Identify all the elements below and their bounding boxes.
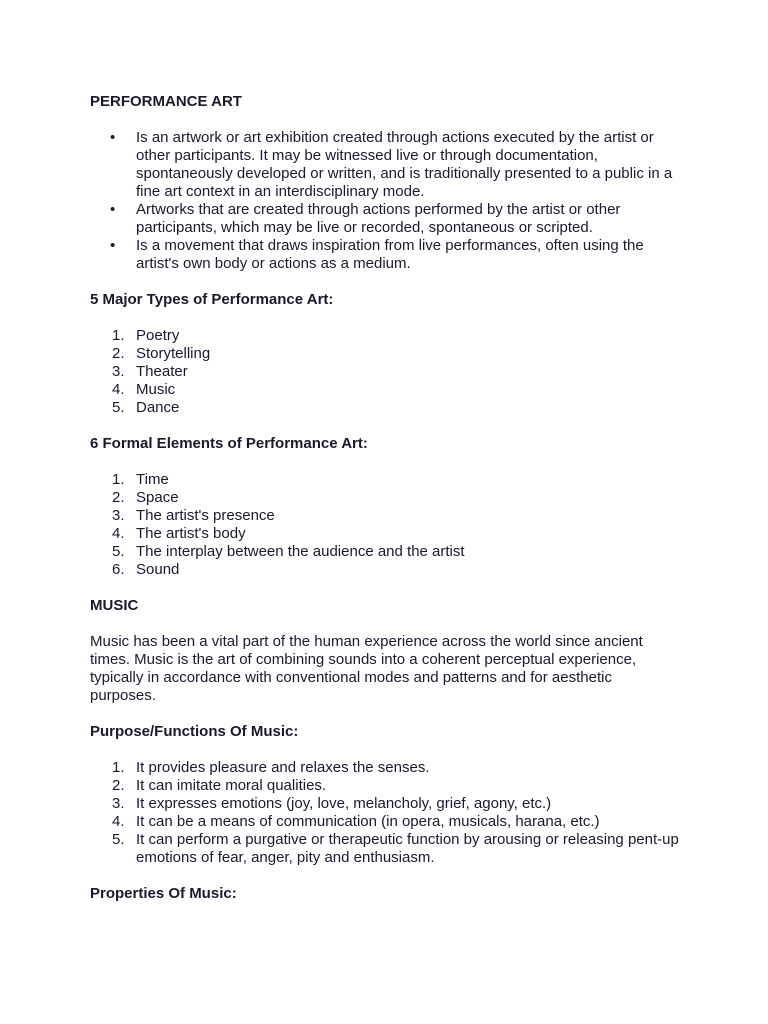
list-item	[90, 507, 680, 525]
list-item-text: The interplay between the audience and the artist	[136, 543, 465, 560]
heading-functions: Purpose/Functions Of Music:	[90, 723, 299, 740]
list-item	[90, 237, 680, 273]
list-item	[90, 201, 680, 237]
list-item-text: It expresses emotions (joy, love, melancholy, grief, agony, etc.)	[136, 795, 552, 812]
bullet-marker: •	[110, 201, 116, 218]
list-item	[90, 543, 680, 561]
list-item-text: Music	[136, 381, 176, 398]
list-item	[90, 327, 680, 345]
number-marker: 2.	[112, 489, 125, 506]
number-marker: 3.	[112, 507, 125, 524]
number-marker: 2.	[112, 345, 125, 362]
list-item	[90, 399, 680, 417]
list-item-text: Poetry	[136, 327, 180, 344]
heading-properties: Properties Of Music:	[90, 885, 237, 902]
list-item-text: It can be a means of communication (in opera, musicals, harana, etc.)	[136, 813, 600, 830]
number-marker: 5.	[112, 399, 125, 416]
number-marker: 2.	[112, 777, 125, 794]
elements-list	[90, 471, 680, 579]
list-item-text: Space	[136, 489, 179, 506]
number-marker: 5.	[112, 543, 125, 560]
number-marker: 1.	[112, 759, 125, 776]
music-paragraph: Music has been a vital part of the human experience across the world since ancient times. Music is the art of combining sounds into a coherent perceptual experience, typically in accordance with conventional modes and patterns and for aesthetic purposes.	[90, 633, 643, 704]
list-item	[90, 525, 680, 543]
list-item	[90, 489, 680, 507]
list-item-text: Artworks that are created through actions performed by the artist or other participants, which may be live or recorded, spontaneous or scripted.	[136, 201, 621, 236]
list-item-text: Storytelling	[136, 345, 211, 362]
number-marker: 3.	[112, 795, 125, 812]
bullet-marker: •	[110, 129, 116, 146]
list-item-text: Is an artwork or art exhibition created through actions executed by the artist or other participants. It may be witnessed live or through documentation, spontaneously developed or written, and is traditionally presented to a public in a fine art context in an interdisciplinary mode.	[136, 129, 673, 200]
list-item	[90, 813, 680, 831]
list-item-text: Sound	[136, 561, 180, 578]
bullet-marker: •	[110, 237, 116, 254]
list-item-text: The artist's body	[136, 525, 246, 542]
list-item	[90, 129, 680, 201]
list-item	[90, 381, 680, 399]
number-marker: 4.	[112, 381, 125, 398]
list-item-text: Dance	[136, 399, 180, 416]
heading-types: 5 Major Types of Performance Art:	[90, 291, 334, 308]
performance-art-definition-list	[90, 129, 680, 273]
heading-performance-art: PERFORMANCE ART	[90, 93, 242, 110]
number-marker: 4.	[112, 525, 125, 542]
list-item	[90, 795, 680, 813]
list-item-text: Theater	[136, 363, 188, 380]
list-item-text: Is a movement that draws inspiration from live performances, often using the artist's own body or actions as a medium.	[136, 237, 644, 272]
list-item-text: The artist's presence	[136, 507, 275, 524]
functions-list	[90, 759, 680, 867]
number-marker: 1.	[112, 471, 125, 488]
number-marker: 5.	[112, 831, 125, 848]
heading-music: MUSIC	[90, 597, 139, 614]
list-item	[90, 363, 680, 381]
types-list	[90, 327, 680, 417]
number-marker: 3.	[112, 363, 125, 380]
list-item-text: It provides pleasure and relaxes the senses.	[136, 759, 430, 776]
document-page	[90, 93, 680, 903]
list-item	[90, 777, 680, 795]
number-marker: 1.	[112, 327, 125, 344]
list-item	[90, 561, 680, 579]
number-marker: 4.	[112, 813, 125, 830]
list-item-text: It can perform a purgative or therapeutic function by arousing or releasing pent-up emotions of fear, anger, pity and enthusiasm.	[136, 831, 679, 866]
list-item	[90, 759, 680, 777]
list-item-text: Time	[136, 471, 169, 488]
list-item	[90, 471, 680, 489]
list-item	[90, 831, 680, 867]
heading-elements: 6 Formal Elements of Performance Art:	[90, 435, 368, 452]
list-item-text: It can imitate moral qualities.	[136, 777, 327, 794]
list-item	[90, 345, 680, 363]
number-marker: 6.	[112, 561, 125, 578]
